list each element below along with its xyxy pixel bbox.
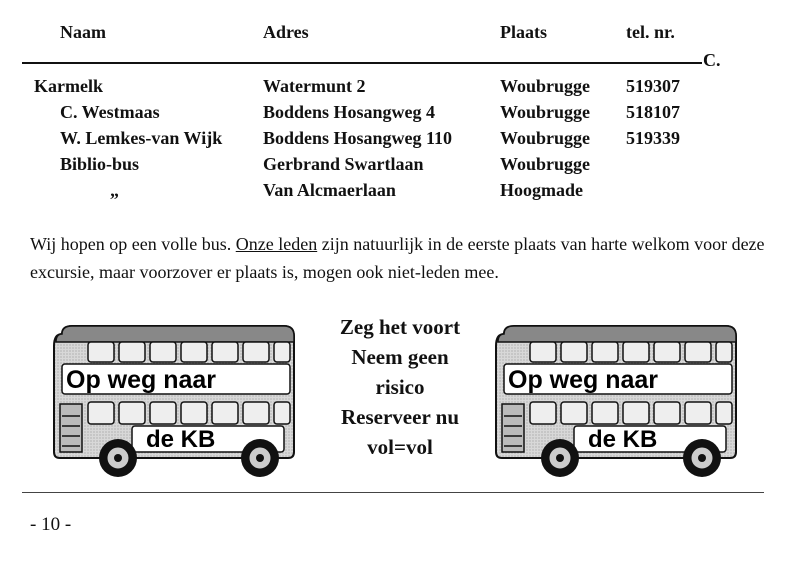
bus-label-bottom: de KB — [588, 426, 658, 453]
cell-adres: Watermunt 2 — [263, 76, 366, 96]
cell-naam: W. Lemkes-van Wijk — [60, 128, 223, 148]
header-divider — [22, 62, 702, 64]
cell-plaats: Woubrugge — [500, 76, 591, 96]
slogan-line: Reserveer nu — [341, 405, 459, 429]
paragraph-after: zijn natuurlijk in de eerste plaats van harte welkom voor deze excursie, maar voorzover er plaats is, mogen ook niet-leden mee. — [30, 234, 765, 282]
cell-adres: Van Alcmaerlaan — [263, 180, 396, 200]
table-row — [0, 154, 800, 180]
cell-tel: 519339 — [626, 128, 680, 148]
cell-plaats: Woubrugge — [500, 102, 591, 122]
table-row — [0, 76, 800, 102]
bus-label-bottom: de KB — [146, 426, 216, 453]
page-number: - 10 - — [30, 514, 72, 535]
header-adres: Adres — [263, 22, 309, 42]
double-decker-bus-icon — [490, 320, 740, 480]
bus-illustration — [48, 320, 298, 480]
slogan-line: Zeg het voort — [339, 315, 461, 339]
footer-divider — [22, 492, 764, 493]
table-row — [0, 180, 800, 206]
cell-naam-ditto: „ — [110, 180, 119, 200]
bus-illustration — [490, 320, 740, 480]
cell-plaats: Hoogmade — [500, 180, 583, 200]
header-naam: Naam — [60, 22, 106, 42]
paragraph-underlined: Onze leden — [235, 234, 318, 254]
double-decker-bus-icon — [48, 320, 298, 480]
cell-adres: Boddens Hosangweg 4 — [263, 102, 436, 122]
table-row — [0, 128, 800, 154]
cell-plaats: Woubrugge — [500, 128, 591, 148]
cell-naam: C. Westmaas — [60, 102, 160, 122]
slogan-line: vol=vol — [367, 435, 433, 459]
header-plaats: Plaats — [500, 22, 547, 42]
cell-naam: Biblio-bus — [60, 154, 140, 174]
cell-adres: Gerbrand Swartlaan — [263, 154, 424, 174]
cell-plaats: Woubrugge — [500, 154, 591, 174]
slogan-line: risico — [375, 375, 425, 399]
bus-label-top: Op weg naar — [66, 366, 217, 394]
cell-tel: 518107 — [626, 102, 680, 122]
paragraph-before: Wij hopen op een volle bus. — [30, 234, 236, 254]
slogan — [300, 312, 500, 462]
table-row — [0, 102, 800, 128]
divider-suffix: C. — [703, 50, 721, 70]
bus-label-top: Op weg naar — [508, 366, 659, 394]
header-tel: tel. nr. — [626, 22, 675, 42]
cell-naam: Karmelk — [34, 76, 103, 96]
cell-adres: Boddens Hosangweg 110 — [263, 128, 453, 148]
cell-tel: 519307 — [626, 76, 680, 96]
slogan-line: Neem geen — [351, 345, 449, 369]
intro-paragraph — [30, 230, 770, 286]
